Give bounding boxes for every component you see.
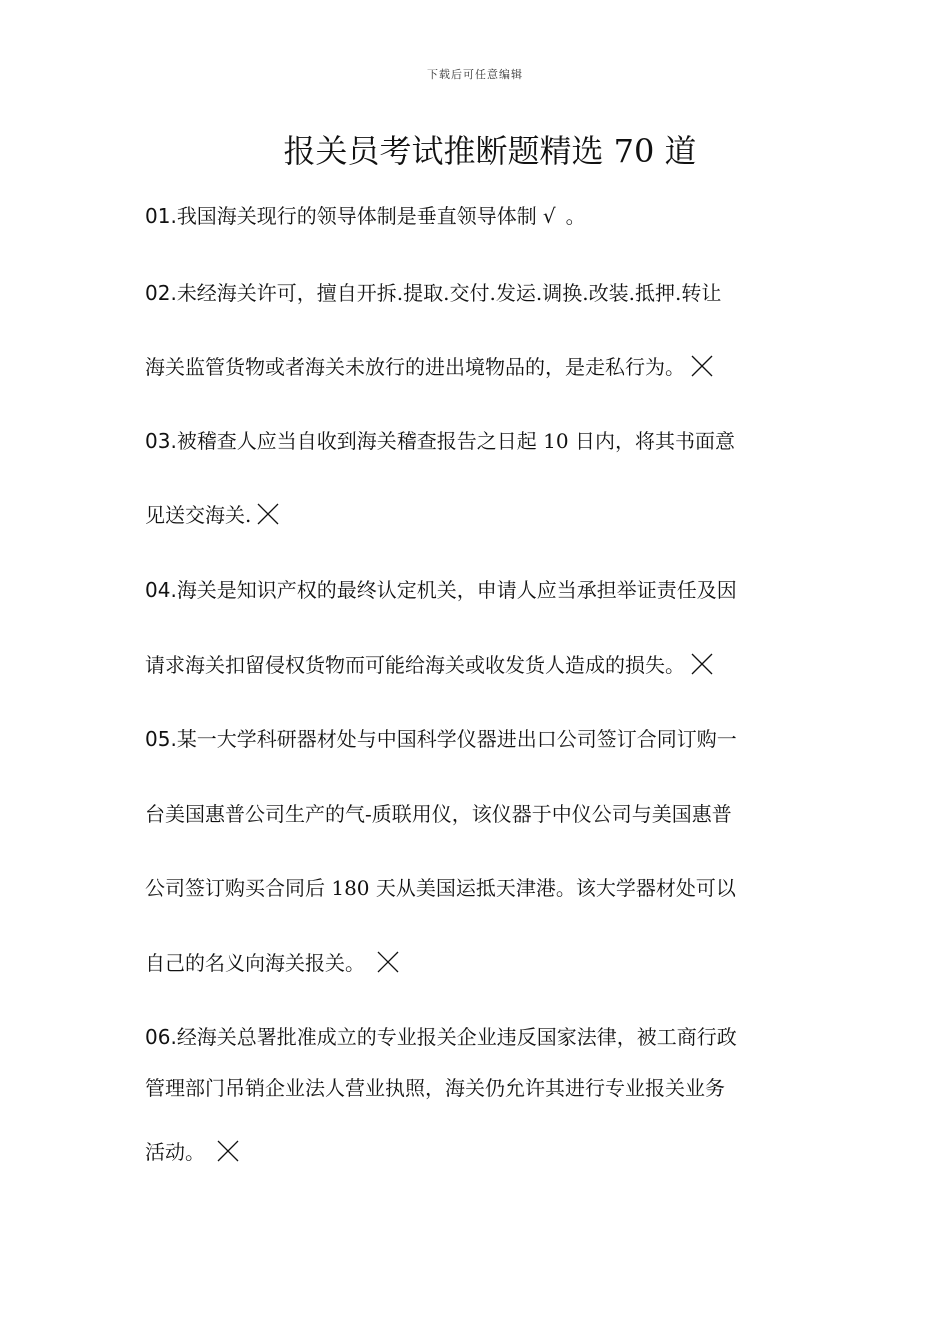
question-05-line-1: 05.某一大学科研器材处与中国科学仪器进出口公司签订合同订购一 (145, 727, 737, 751)
cross-mark-icon (257, 503, 279, 525)
question-suffix: 。 (565, 204, 586, 228)
question-text: 某一大学科研器材处与中国科学仪器进出口公司签订合同订购一 (176, 727, 737, 751)
question-text: 公司签订购买合同后 180 天从美国运抵天津港。该大学器材处可以 (145, 876, 736, 900)
check-mark-icon: √ (542, 204, 556, 228)
document-title: 报关员考试推断题精选 70 道 (283, 132, 697, 170)
cross-mark-icon (691, 653, 713, 675)
question-text: 台美国惠普公司生产的气-质联用仪，该仪器于中仪公司与美国惠普 (145, 802, 732, 826)
question-number: 04 (145, 578, 171, 602)
question-text: 活动。 (145, 1140, 205, 1164)
question-06-line-2 (145, 1074, 825, 1102)
question-05-line-2 (145, 800, 825, 828)
question-text: 我国海关现行的领导体制是垂直领导体制 (176, 204, 537, 228)
question-06-line-1: 06.经海关总署批准成立的专业报关企业违反国家法律，被工商行政 (145, 1025, 737, 1049)
question-text: 海关监管货物或者海关未放行的进出境物品的，是走私行为。 (145, 355, 685, 379)
question-text: 自己的名义向海关报关。 (145, 951, 365, 975)
question-04-line-1: 04.海关是知识产权的最终认定机关，申请人应当承担举证责任及因 (145, 578, 737, 602)
header-note: 下载后可任意编辑 (427, 68, 523, 81)
question-number: 05 (145, 727, 171, 751)
question-03-line-2 (145, 501, 825, 529)
question-number: 03 (145, 429, 171, 453)
cross-mark-icon (691, 355, 713, 377)
question-05-line-3 (145, 874, 825, 902)
question-02-line-1: 02.未经海关许可，擅自开拆.提取.交付.发运.调换.改装.抵押.转让 (145, 281, 722, 305)
question-text: 被稽查人应当自收到海关稽查报告之日起 10 日内，将其书面意 (176, 429, 735, 453)
question-03-line-1: 03.被稽查人应当自收到海关稽查报告之日起 10 日内，将其书面意 (145, 429, 735, 453)
question-02-line-2 (145, 353, 825, 381)
question-text: 管理部门吊销企业法人营业执照，海关仍允许其进行专业报关业务 (145, 1076, 725, 1100)
question-text: 见送交海关. (145, 503, 252, 527)
question-01-line-1: 01.我国海关现行的领导体制是垂直领导体制 √ 。 (145, 204, 586, 228)
question-number: 01 (145, 204, 171, 228)
question-05-line-4 (145, 949, 825, 977)
question-06-line-3 (145, 1138, 825, 1166)
question-text: 未经海关许可，擅自开拆.提取.交付.发运.调换.改装.抵押.转让 (176, 281, 722, 305)
question-number: 06 (145, 1025, 171, 1049)
question-text: 请求海关扣留侵权货物而可能给海关或收发货人造成的损失。 (145, 653, 685, 677)
cross-mark-icon (217, 1140, 239, 1162)
cross-mark-icon (377, 951, 399, 973)
question-text: 海关是知识产权的最终认定机关，申请人应当承担举证责任及因 (176, 578, 737, 602)
question-text: 经海关总署批准成立的专业报关企业违反国家法律，被工商行政 (176, 1025, 737, 1049)
question-04-line-2 (145, 651, 825, 679)
question-number: 02 (145, 281, 171, 305)
